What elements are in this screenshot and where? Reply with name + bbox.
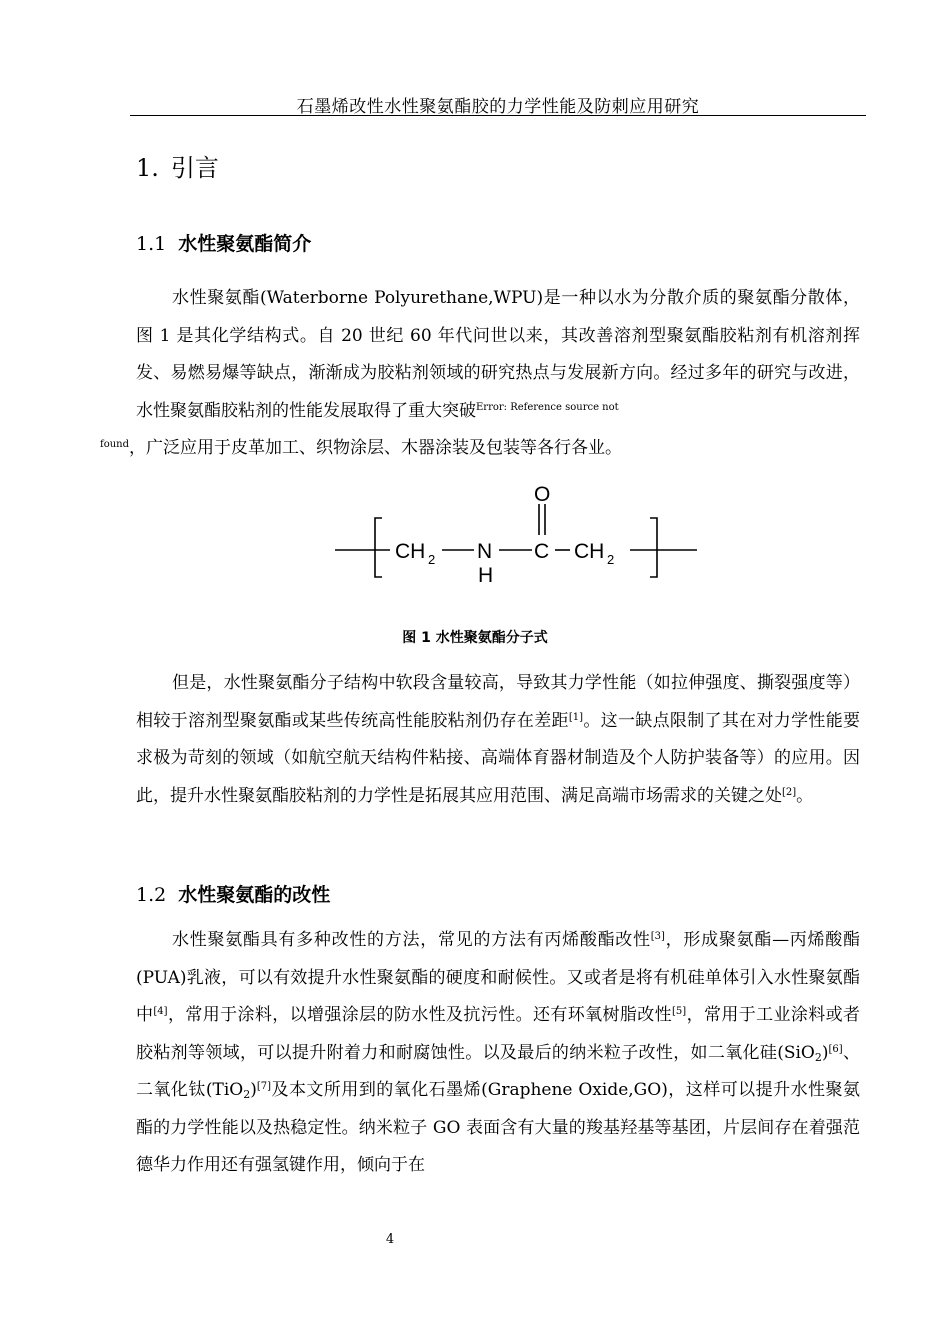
citation: [6] [828,1043,843,1055]
text-run: 、二氧化钛(TiO [136,1042,861,1100]
text-run: 。这一缺点限制了其在对力学性能要求极为苛刻的领域（如航空航天结构件粘接、高端体育器材制造及个人防护装备等）的应用。因此，提升水性聚氨酯胶粘剂的力学性是拓展其应用范围、满足高端市场需求的关键之处 [136,710,861,806]
section-heading-1 [136,148,219,183]
text-run: ) [821,1042,829,1063]
atom-ch2-left: CH [395,540,426,563]
citation: [7] [256,1081,272,1092]
text-run: 水性聚氨酯具有多种改性的方法，常见的方法有丙烯酸酯改性 [172,930,651,950]
reference-error: Error: Reference source not [476,401,619,413]
text-run: ) [250,1080,257,1100]
subscript-2: 2 [607,552,615,567]
citation: [2] [782,786,797,798]
citation: [3] [650,931,665,942]
atom-o: O [534,483,551,506]
text-run: ，形成聚氨酯—丙烯酸酯(PUA)乳液，可以有效提升水性聚氨酯的硬度和耐候性。又或者是将有机硅单体引入水性聚氨酯中 [136,930,861,1025]
atom-ch2-right: CH [574,540,605,563]
citation: [5] [672,1006,687,1017]
page-number: 4 [385,1232,395,1247]
citation: [4] [153,1006,168,1017]
header-rule [130,115,866,116]
atom-h: H [478,564,494,587]
reference-error-cont: found [100,439,130,450]
section-title: 水性聚氨酯简介 [178,233,312,255]
wpu-structure-formula [330,480,710,590]
subscript: 2 [814,1050,822,1064]
section-heading-1-1 [136,229,311,256]
text-run: 及本文所用到的氧化石墨烯(Graphene Oxide,GO)，这样可以提升水性聚氨酯的力学性能以及热稳定性。纳米粒子 GO 表面含有大量的羧基羟基等基团，片层间存在着强范德华力作用还有强氢键作用，倾向于在 [136,1080,860,1175]
section-number: 1.1 [136,233,167,255]
paragraph-wpu-modification [136,922,860,1185]
subscript: 2 [243,1088,251,1101]
section-heading-1-2 [136,880,330,907]
text-run: ，广泛应用于皮革加工、织物涂层、木器涂装及包装等各行各业。 [129,438,623,458]
atom-n: N [477,540,493,563]
text-run: 但是，水性聚氨酯分子结构中软段含量较高，导致其力学性能（如拉伸强度、撕裂强度等）相较于溶剂型聚氨酯或某些传统高性能胶粘剂仍存在差距 [136,673,860,731]
paragraph-wpu-limitation [136,665,860,815]
figure-caption: 图 1 水性聚氨酯分子式 [402,630,548,646]
paragraph-wpu-intro [100,280,860,468]
section-title: 水性聚氨酯的改性 [178,884,331,906]
section-number: 1.2 [136,884,167,906]
text-run: ，常用于涂料，以增强涂层的防水性及抗污性。还有环氧树脂改性 [167,1005,673,1025]
section-title: 引言 [170,154,219,182]
text-run: 。 [796,785,814,806]
section-number: 1. [136,154,159,182]
subscript-2: 2 [428,552,436,567]
text-run: 水性聚氨酯(Waterborne Polyurethane,WPU)是一种以水为分散介质的聚氨酯分散体，图 1 是其化学结构式。自 20 世纪 60 年代问世以来，其改善溶剂型聚氨酯胶粘剂有机溶剂挥发、易燃易爆等缺点，渐渐成为胶粘剂领域的研究热点与发展新方向。经过多年的研究与改进，水性聚氨酯胶粘剂的性能发展取得了重大突破 [136,288,860,421]
citation: [1] [568,711,583,723]
atom-c: C [534,540,550,563]
running-header: 石墨烯改性水性聚氨酯胶的力学性能及防刺应用研究 [296,97,700,117]
text-run: ，常用于工业涂料或者胶粘剂等领域，可以提升附着力和耐腐蚀性。以及最后的纳米粒子改性，如二氧化硅(SiO [136,1005,861,1063]
